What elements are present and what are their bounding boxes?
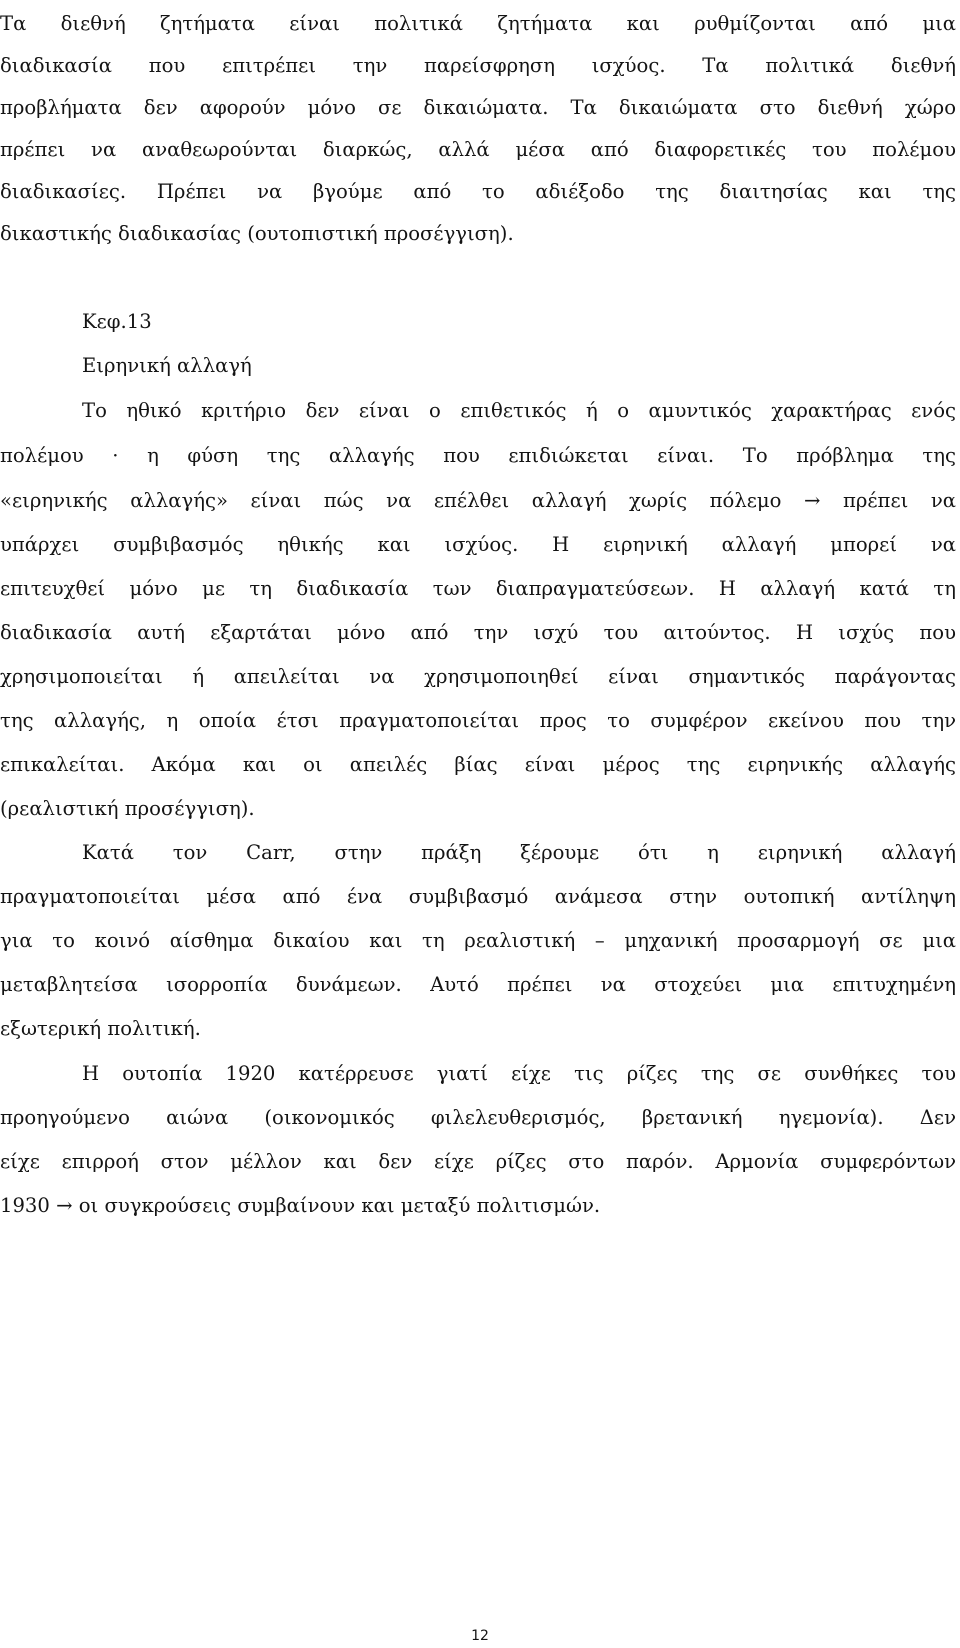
text-line: είχε επιρροή στον μέλλον και δεν είχε ρίζες στο παρόν. Αρμονία συμφερόντων [0, 1150, 956, 1173]
text-line: «ειρηνικής αλλαγής» είναι πώς να επέλθει αλλαγή χωρίς πόλεμο → πρέπει να [0, 489, 956, 512]
text-line: 1930 → οι συγκρούσεις συμβαίνουν και μεταξύ πολιτισμών. [0, 1194, 601, 1217]
text-line: της αλλαγής, η οποία έτσι πραγματοποιείται προς το συμφέρον εκείνου που την [0, 709, 956, 732]
text-line: επικαλείται. Ακόμα και οι απειλές βίας είναι μέρος της ειρηνικής αλλαγής [0, 753, 956, 776]
text-line: πραγματοποιείται μέσα από ένα συμβιβασμό ανάμεσα στην ουτοπική αντίληψη [0, 885, 956, 908]
text-line: προβλήματα δεν αφορούν μόνο σε δικαιώματα. Τα δικαιώματα στο διεθνή χώρο [0, 96, 956, 119]
text-line: Τα διεθνή ζητήματα είναι πολιτικά ζητήματα και ρυθμίζονται από μια [0, 12, 956, 35]
text-line: πολέμου · η φύση της αλλαγής που επιδιώκεται είναι. Το πρόβλημα της [0, 444, 956, 467]
text-line: Η ουτοπία 1920 κατέρρευσε γιατί είχε τις ρίζες της σε συνθήκες του [82, 1062, 956, 1085]
text-line: προηγούμενο αιώνα (οικονομικός φιλελευθερισμός, βρετανική ηγεμονία). Δεν [0, 1106, 956, 1129]
text-line: δικαστικής διαδικασίας (ουτοπιστική προσέγγιση). [0, 222, 514, 245]
text-line: διαδικασία που επιτρέπει την παρείσφρηση ισχύος. Τα πολιτικά διεθνή [0, 54, 956, 77]
text-line: Κατά τον Carr, στην πράξη ξέρουμε ότι η ειρηνική αλλαγή [82, 841, 956, 864]
text-line: διαδικασία αυτή εξαρτάται μόνο από την ισχύ του αιτούντος. Η ισχύς που [0, 621, 956, 644]
text-line: (ρεαλιστική προσέγγιση). [0, 797, 255, 820]
page-number: 12 [471, 1628, 489, 1644]
text-line: χρησιμοποιείται ή απειλείται να χρησιμοποιηθεί είναι σημαντικός παράγοντας [0, 665, 956, 688]
text-line: για το κοινό αίσθημα δικαίου και τη ρεαλιστική – μηχανική προσαρμογή σε μια [0, 929, 956, 952]
text-line: εξωτερική πολιτική. [0, 1017, 201, 1040]
text-line: διαδικασίες. Πρέπει να βγούμε από το αδιέξοδο της διαιτησίας και της [0, 180, 956, 203]
text-line: Το ηθικό κριτήριο δεν είναι ο επιθετικός ή ο αμυντικός χαρακτήρας ενός [82, 399, 956, 422]
text-line: επιτευχθεί μόνο με τη διαδικασία των διαπραγματεύσεων. Η αλλαγή κατά τη [0, 577, 956, 600]
text-line: πρέπει να αναθεωρούνται διαρκώς, αλλά μέσα από διαφορετικές του πολέμου [0, 138, 956, 161]
text-line: μεταβλητείσα ισορροπία δυνάμεων. Αυτό πρέπει να στοχεύει μια επιτυχημένη [0, 973, 956, 996]
chapter-number: Κεφ.13 [82, 310, 152, 333]
chapter-title: Ειρηνική αλλαγή [82, 354, 252, 377]
text-line: υπάρχει συμβιβασμός ηθικής και ισχύος. Η ειρηνική αλλαγή μπορεί να [0, 533, 956, 556]
